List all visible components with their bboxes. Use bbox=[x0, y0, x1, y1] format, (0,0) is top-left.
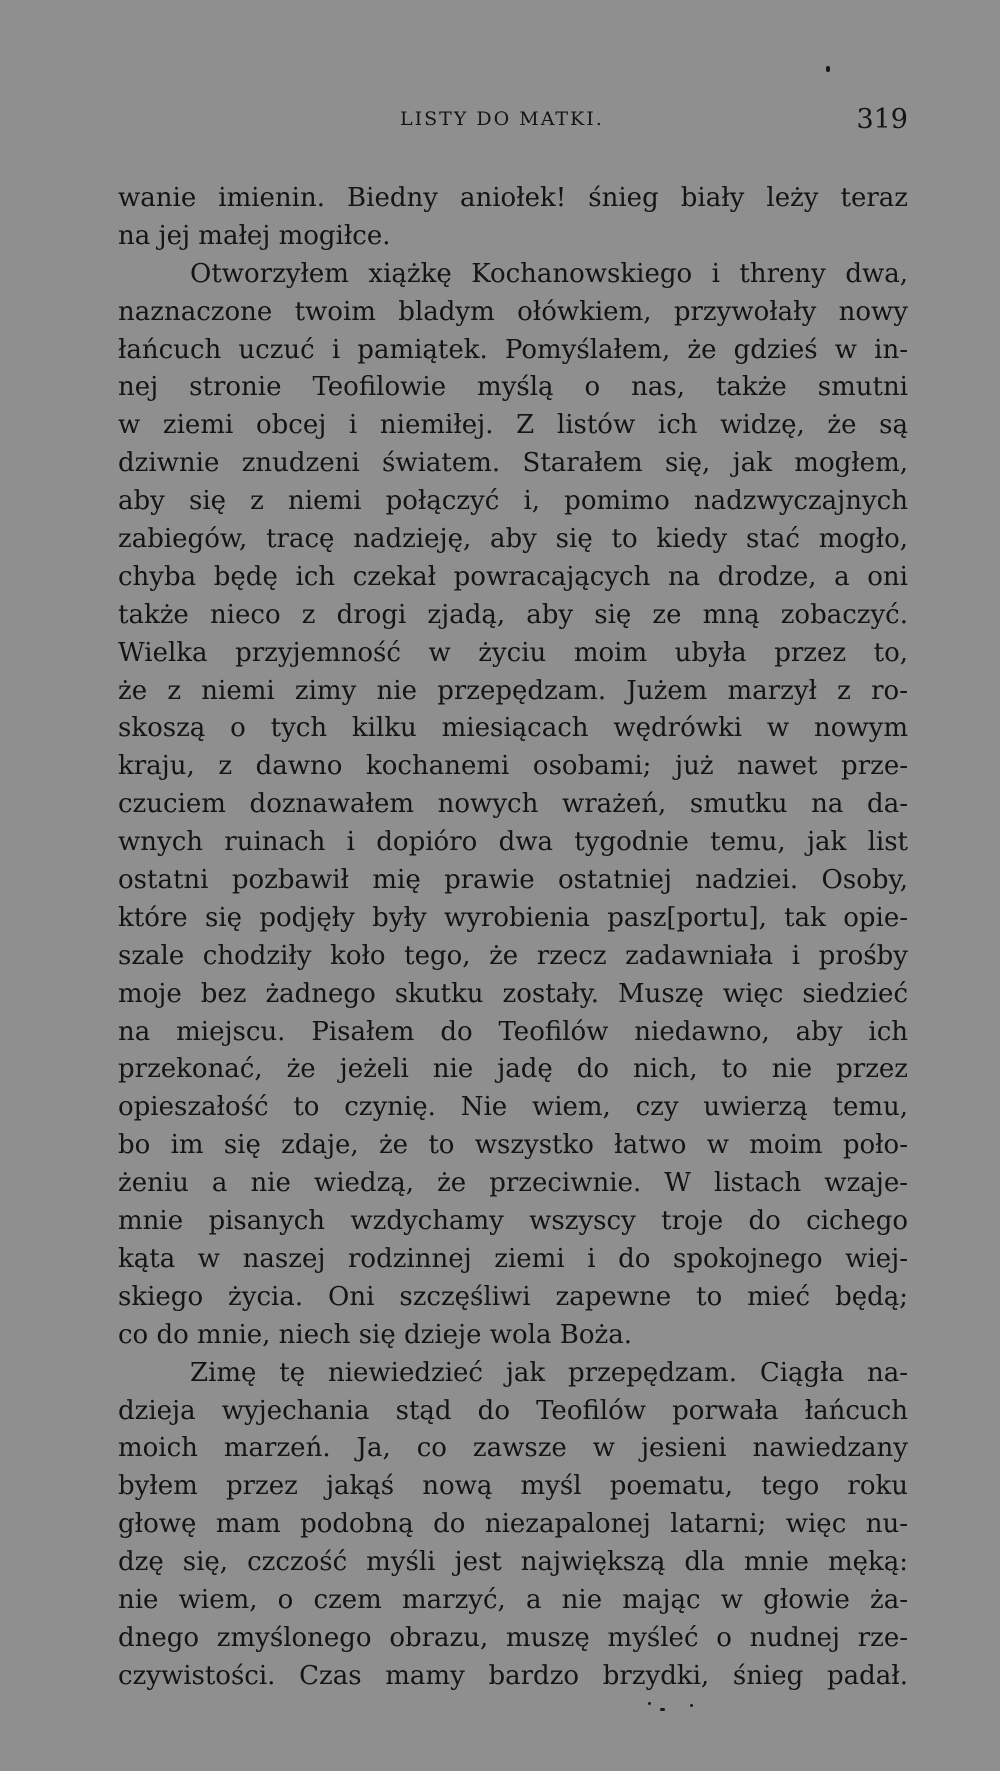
page-number: 319 bbox=[856, 104, 908, 135]
text-line: że z niemi zimy nie przepędzam. Jużem marzył z ro- bbox=[118, 675, 908, 706]
print-speck bbox=[660, 1708, 665, 1711]
text-line: skoszą o tych kilku miesiącach wędrówki w nowym bbox=[118, 713, 908, 744]
text-line: dzieja wyjechania stąd do Teofilów porwała łańcuch bbox=[118, 1395, 908, 1426]
text-line: Zimę tę niewiedzieć jak przepędzam. Ciągła na- bbox=[190, 1357, 908, 1388]
text-line: czywistości. Czas mamy bardzo brzydki, śnieg padał. bbox=[118, 1660, 908, 1691]
text-line: aby się z niemi połączyć i, pomimo nadzwyczajnych bbox=[118, 486, 908, 517]
text-line: skiego życia. Oni szczęśliwi zapewne to mieć będą; bbox=[118, 1281, 908, 1312]
text-line: żeniu a nie wiedzą, że przeciwnie. W listach wzaje- bbox=[118, 1168, 908, 1199]
text-line: głowę mam podobną do niezapalonej latarni; więc nu- bbox=[118, 1509, 908, 1540]
text-line: na miejscu. Pisałem do Teofilów niedawno, aby ich bbox=[118, 1016, 908, 1047]
text-line: zabiegów, tracę nadzieję, aby się to kiedy stać mogło, bbox=[118, 524, 908, 555]
text-line: nej stronie Teofilowie myślą o nas, także smutni bbox=[118, 372, 908, 403]
text-line: na jej małej mogiłce. bbox=[118, 220, 391, 251]
text-line: które się podjęły były wyrobienia pasz[portu], tak opie- bbox=[118, 902, 908, 933]
text-line: także nieco z drogi zjadą, aby się ze mną zobaczyć. bbox=[118, 599, 908, 630]
print-speck bbox=[826, 66, 830, 72]
body-text bbox=[118, 180, 908, 1696]
text-line: kraju, z dawno kochanemi osobami; już nawet prze- bbox=[118, 751, 908, 782]
text-line: bo im się zdaje, że to wszystko łatwo w moim poło- bbox=[118, 1130, 908, 1161]
text-line: co do mnie, niech się dzieje wola Boża. bbox=[118, 1319, 632, 1350]
print-speck bbox=[648, 1702, 651, 1705]
text-line: ostatni pozbawił mię prawie ostatniej nadziei. Osoby, bbox=[118, 865, 908, 896]
text-line: nie wiem, o czem marzyć, a nie mając w głowie ża- bbox=[118, 1584, 908, 1615]
text-line: kąta w naszej rodzinnej ziemi i do spokojnego wiej- bbox=[118, 1243, 908, 1274]
text-line: szale chodziły koło tego, że rzecz zadawniała i prośby bbox=[118, 940, 908, 971]
text-line: dnego zmyślonego obrazu, muszę myśleć o nudnej rze- bbox=[118, 1622, 908, 1653]
page-header bbox=[118, 104, 908, 144]
text-line: opieszałość to czynię. Nie wiem, czy uwierzą temu, bbox=[118, 1092, 908, 1123]
text-line: czuciem doznawałem nowych wrażeń, smutku na da- bbox=[118, 789, 908, 820]
text-line: łańcuch uczuć i pamiątek. Pomyślałem, że gdzieś w in- bbox=[118, 334, 908, 365]
text-line: naznaczone twoim bladym ołówkiem, przywołały nowy bbox=[118, 296, 908, 327]
text-line: dziwnie znudzeni światem. Starałem się, jak mogłem, bbox=[118, 448, 908, 479]
text-line: Otworzyłem xiążkę Kochanowskiego i threny dwa, bbox=[190, 258, 908, 289]
text-line: wanie imienin. Biedny aniołek! śnieg biały leży teraz bbox=[118, 183, 908, 213]
text-line: w ziemi obcej i niemiłej. Z listów ich widzę, że są bbox=[118, 410, 908, 441]
text-line: moje bez żadnego skutku zostały. Muszę więc siedzieć bbox=[118, 978, 908, 1009]
text-line: chyba będę ich czekał powracających na drodze, a oni bbox=[118, 561, 908, 592]
text-line: wnych ruinach i dopióro dwa tygodnie temu, jak list bbox=[118, 827, 908, 858]
print-speck bbox=[690, 1704, 693, 1707]
running-title: LISTY DO MATKI. bbox=[400, 108, 604, 130]
text-line: przekonać, że jeżeli nie jadę do nich, to nie przez bbox=[118, 1054, 908, 1085]
text-line: Wielka przyjemność w życiu moim ubyła przez to, bbox=[118, 637, 908, 668]
text-line: dzę się, czczość myśli jest największą dla mnie męką: bbox=[118, 1547, 908, 1578]
text-line: mnie pisanych wzdychamy wszyscy troje do cichego bbox=[118, 1206, 908, 1237]
text-line: moich marzeń. Ja, co zawsze w jesieni nawiedzany bbox=[118, 1433, 908, 1464]
text-line: byłem przez jakąś nową myśl poematu, tego roku bbox=[118, 1471, 908, 1502]
